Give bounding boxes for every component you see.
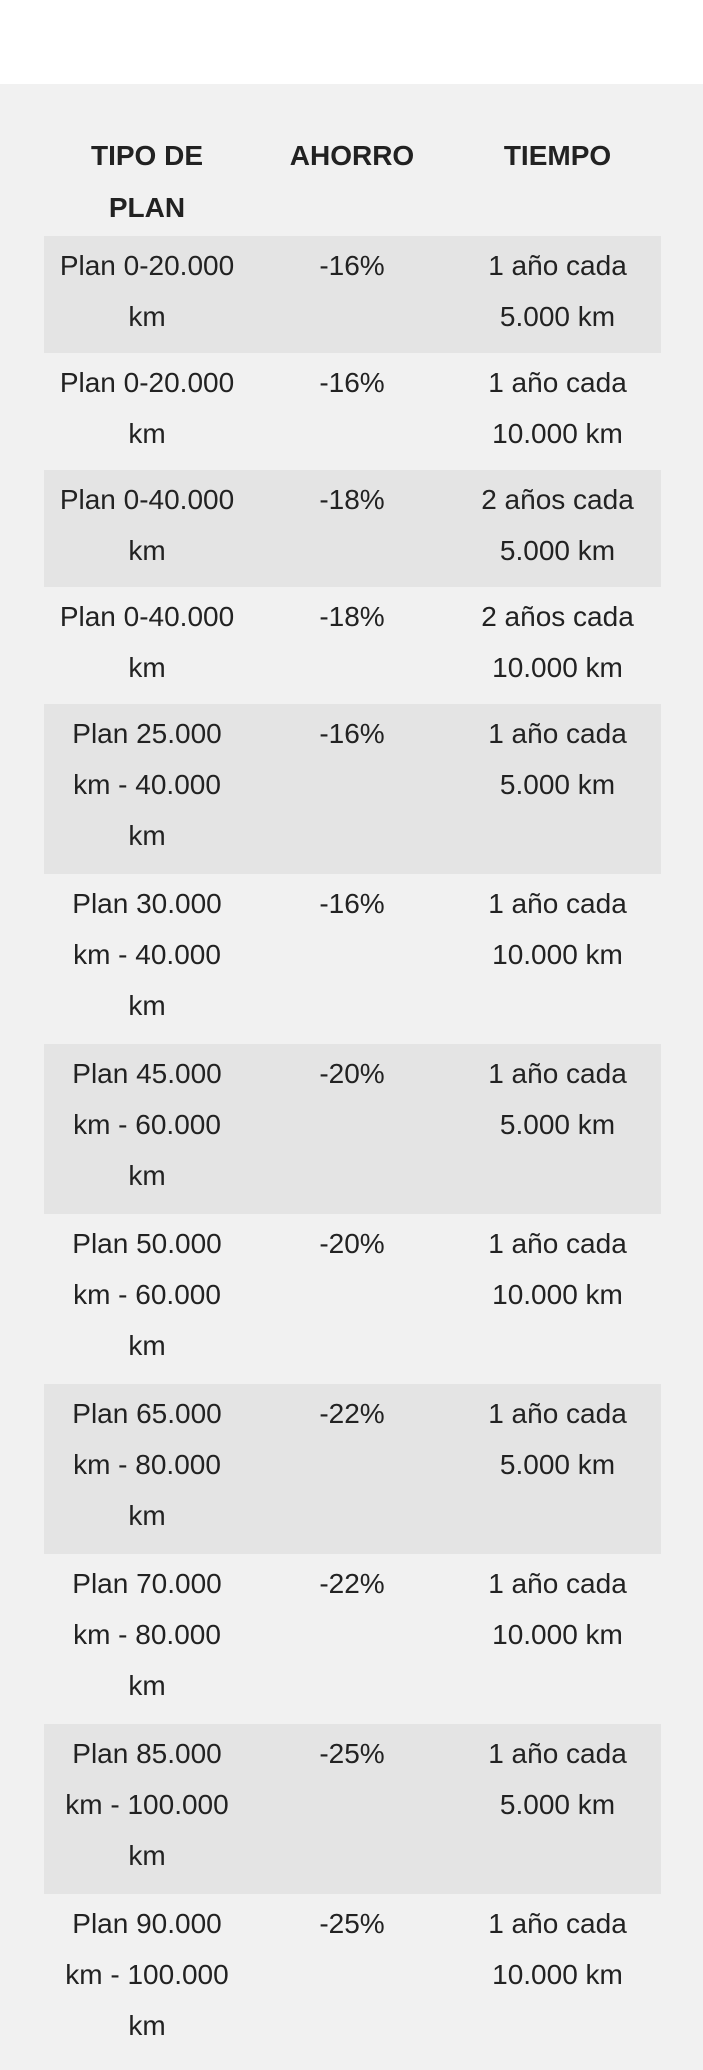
tiempo-cell: 2 años cada 10.000 km [481, 601, 634, 683]
ahorro-cell: -16% [250, 704, 454, 874]
plan-cell: Plan 30.000 km - 40.000 km [72, 888, 222, 1021]
table-body [44, 236, 661, 2064]
plan-cell: Plan 65.000 km - 80.000 km [44, 1384, 250, 1554]
plan-cell: Plan 90.000 km - 100.000 km [65, 1908, 229, 2041]
plans-table [44, 124, 661, 2064]
table-row [44, 1044, 661, 1214]
table-row [44, 1214, 661, 1384]
plan-cell: Plan 25.000 km - 40.000 km [44, 704, 250, 874]
header-tiempo: TIEMPO [503, 140, 612, 171]
tiempo-cell: 1 año cada 10.000 km [488, 367, 627, 449]
tiempo-cell: 1 año cada 10.000 km [488, 1908, 627, 1990]
tiempo-cell: 1 año cada 5.000 km [454, 704, 661, 874]
table-row [44, 470, 661, 587]
ahorro-cell: -18% [319, 601, 385, 632]
table-row [44, 1384, 661, 1554]
table-row [44, 1894, 661, 2064]
plan-cell: Plan 0-20.000 km [59, 367, 235, 449]
table-row [44, 1724, 661, 1894]
tiempo-cell: 1 año cada 5.000 km [454, 1724, 661, 1894]
ahorro-cell: -16% [319, 888, 385, 919]
table-row [44, 236, 661, 353]
header-ahorro: AHORRO [289, 140, 415, 171]
plan-cell: Plan 70.000 km - 80.000 km [72, 1568, 222, 1701]
plan-cell: Plan 0-40.000 km [44, 470, 250, 587]
ahorro-cell: -25% [250, 1724, 454, 1894]
tiempo-cell: 1 año cada 10.000 km [488, 888, 627, 970]
plan-cell: Plan 50.000 km - 60.000 km [72, 1228, 222, 1361]
plan-cell: Plan 0-20.000 km [44, 236, 250, 353]
table-row [44, 353, 661, 470]
ahorro-cell: -22% [250, 1384, 454, 1554]
header-tipo-de-plan: TIPO DE PLAN [90, 140, 203, 223]
table-row [44, 874, 661, 1044]
tiempo-cell: 1 año cada 10.000 km [488, 1228, 627, 1310]
plan-cell: Plan 85.000 km - 100.000 km [44, 1724, 250, 1894]
tiempo-cell: 1 año cada 5.000 km [454, 236, 661, 353]
ahorro-cell: -16% [250, 236, 454, 353]
table-row [44, 587, 661, 704]
ahorro-cell: -22% [319, 1568, 385, 1599]
plans-panel [0, 84, 703, 2070]
header-row [44, 124, 661, 236]
ahorro-cell: -18% [250, 470, 454, 587]
tiempo-cell: 1 año cada 5.000 km [454, 1044, 661, 1214]
ahorro-cell: -16% [319, 367, 385, 398]
table-header [44, 124, 661, 236]
table-row [44, 704, 661, 874]
ahorro-cell: -20% [250, 1044, 454, 1214]
ahorro-cell: -20% [319, 1228, 385, 1259]
ahorro-cell: -25% [319, 1908, 385, 1939]
plan-cell: Plan 45.000 km - 60.000 km [44, 1044, 250, 1214]
tiempo-cell: 1 año cada 5.000 km [454, 1384, 661, 1554]
tiempo-cell: 2 años cada 5.000 km [454, 470, 661, 587]
plan-cell: Plan 0-40.000 km [59, 601, 235, 683]
table-row [44, 1554, 661, 1724]
tiempo-cell: 1 año cada 10.000 km [488, 1568, 627, 1650]
